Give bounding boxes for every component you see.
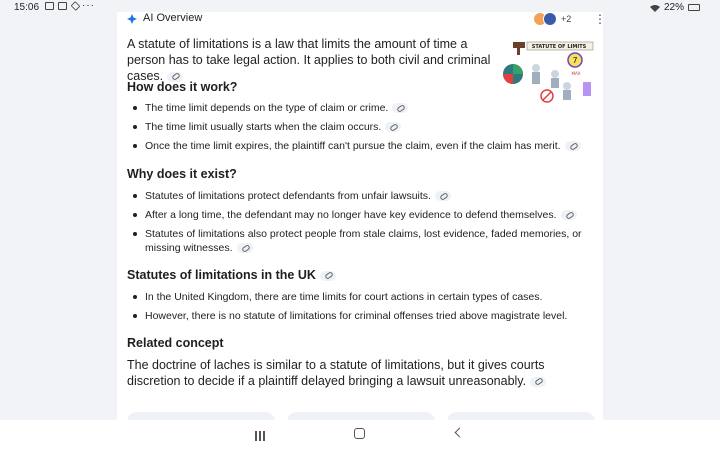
link-chip-icon[interactable]	[320, 271, 336, 281]
ai-overview-logo-icon	[127, 14, 137, 24]
link-chip-icon[interactable]	[237, 243, 253, 253]
list-item: Once the time limit expires, the plaintiff can't pursue the claim, even if the claim has merit.	[127, 139, 593, 153]
overview-closing: The doctrine of laches is similar to a statute of limitations, but it gives courts discretion to decide if a plaintiff delayed bringing a lawsuit unreasonably.	[127, 358, 545, 388]
list-item: Statutes of limitations also protect people from stale claims, lost evidence, faded memories, or missing witnesses.	[127, 227, 593, 255]
message-icon	[58, 2, 67, 10]
overview-intro	[127, 36, 497, 84]
source-badges[interactable]	[533, 12, 571, 26]
link-chip-icon[interactable]	[565, 141, 581, 151]
back-icon[interactable]	[453, 428, 467, 440]
gallery-icon	[45, 2, 54, 10]
recent-apps-icon[interactable]	[255, 428, 269, 440]
svg-text:7: 7	[572, 56, 578, 65]
statute-thumbnail-image[interactable]	[503, 38, 595, 108]
link-chip-icon[interactable]	[530, 377, 546, 387]
list-item: The time limit usually starts when the claim occurs.	[127, 120, 593, 134]
list-item: The time limit depends on the type of claim or crime.	[127, 101, 593, 115]
link-chip-icon[interactable]	[561, 210, 577, 220]
system-status	[650, 2, 700, 13]
more-notifications-icon: ···	[82, 0, 95, 11]
home-icon[interactable]	[354, 428, 365, 439]
link-chip-icon[interactable]	[385, 122, 401, 132]
section-list	[127, 189, 593, 260]
section-heading: Why does it exist?	[127, 167, 237, 181]
thumbnail-stamp-text: MAX	[571, 71, 581, 76]
ai-overview-title: AI Overview	[143, 12, 203, 24]
link-chip-icon[interactable]	[435, 191, 451, 201]
status-time: 15:06	[14, 2, 40, 13]
list-item: Statutes of limitations protect defendants from unfair lawsuits.	[127, 189, 593, 203]
link-chip-icon[interactable]	[392, 103, 408, 113]
thumbnail-banner-text: STATUTE OF LIMITS	[531, 44, 587, 50]
source-count[interactable]: +2	[561, 14, 572, 24]
notification-icons	[45, 2, 80, 10]
kebab-menu-icon[interactable]: ⋮	[594, 12, 606, 26]
section-list	[127, 101, 593, 158]
list-item: However, there is no statute of limitations for criminal offenses tried above magistrate level.	[127, 309, 593, 323]
ai-overview-header	[127, 12, 606, 32]
list-item: In the United Kingdom, there are time limits for court actions in certain types of cases.	[127, 290, 593, 304]
section-heading: Statutes of limitations in the UK	[127, 268, 336, 282]
ai-overview-card	[117, 12, 606, 422]
source-favicon[interactable]	[543, 12, 557, 26]
list-item: After a long time, the defendant may no longer have key evidence to defend themselves.	[127, 208, 593, 222]
battery-percent: 22%	[663, 2, 684, 13]
section-heading: How does it work?	[127, 80, 238, 94]
wifi-icon	[650, 4, 660, 12]
android-navigation-bar	[0, 420, 720, 450]
battery-icon	[688, 4, 700, 11]
section-list	[127, 290, 593, 328]
section-heading: Related concept	[127, 336, 224, 350]
intro-text: A statute of limitations is a law that limits the amount of time a person has to take legal action. It applies to both civil and criminal cases.	[127, 37, 491, 83]
navigation-icon	[71, 1, 81, 11]
